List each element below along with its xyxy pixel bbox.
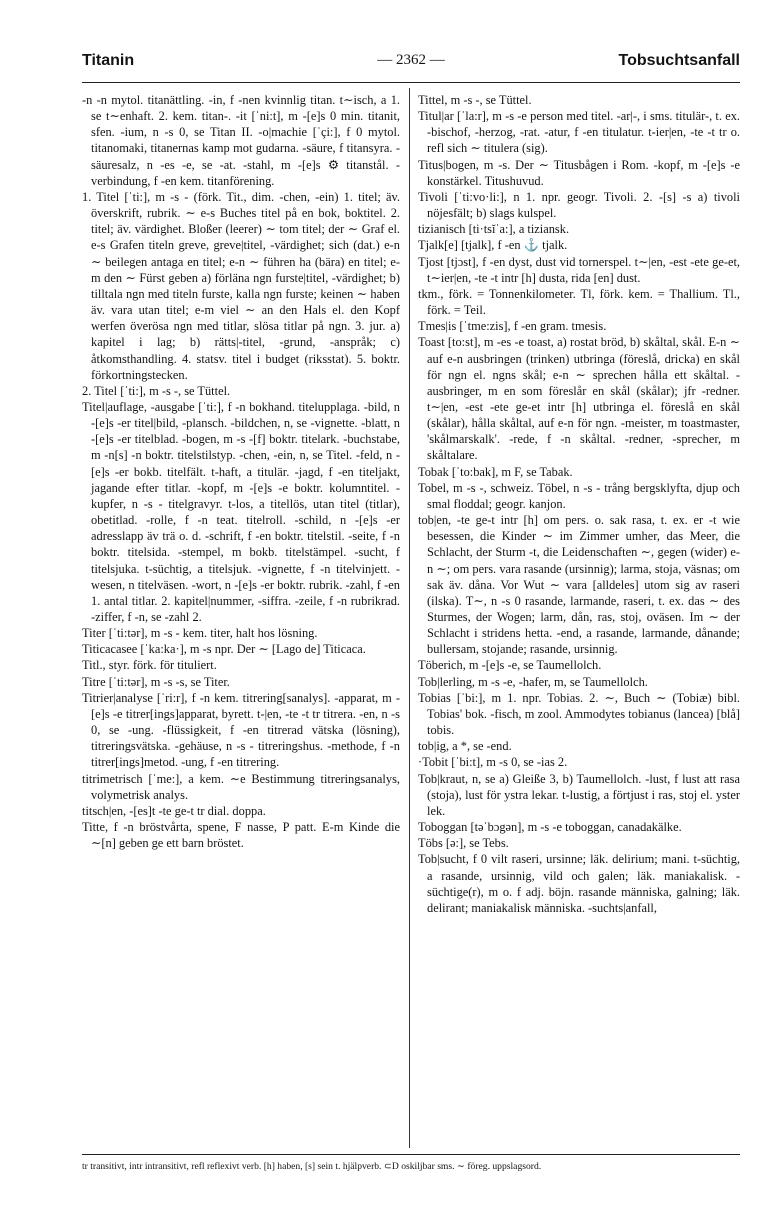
header-rule (82, 82, 740, 83)
entry-titschen: titsch|en, -[es]t -te ge-t tr dial. doppa. (82, 803, 266, 818)
entry-toben: tob|en, -te ge-t intr [h] om pers. o. sak rasa, t. ex. er -t wie besessen, die Kinder ∼ im Zimmer umher, das Meer, die Schlacht, der Sturm -t, die Leidenschaften ∼, gegen (wider) e-n ∼; om pers. vara rasande (ursinnig); larma, stoja, väsnas; om sak äv. dåna. Vor Wut ∼ vara [alldeles] utom sig av raseri (ilska). T∼, n -s 0 rasande, larmande, raseri, t. ex. das ∼ des Sturmes, der Wogen; larm, dån, ras, stoj, oväsen. Im ∼ der Schlacht i stridens hetta. -end, a rasande, larmande, dånande; bullersam, stojande; rasande, ursinnig. (418, 513, 740, 657)
entry-tizianisch: tizianisch [ti·tsĭˈa:], a tiziansk. (418, 222, 570, 237)
entry-toboggan: Toboggan [təˈbɔgən], m -s -e toboggan, canadakälke. (418, 820, 682, 835)
entry-tivoli: Tivoli [ˈti:vo·li:], n 1. npr. geogr. Tivoli. 2. -[s] -s a) tivoli nöjesfält; b) slags kulspel. (418, 189, 740, 221)
left-running-headword: Titanin (82, 52, 135, 69)
entry-titicacasee: Titicacasee [ˈka:ka·], m -s npr. Der ∼ [Lago de] Titicaca. (82, 642, 366, 657)
entry-titelauflage: Titel|auflage, -ausgabe [ˈti:], f -n bokhand. titelupplaga. -bild, n -[e]s -er titel|bild, -plansch. -bildchen, n, se -vignette. -blatt, n -[e]s -er titelblad. -bogen, m -s -[f] boktr. titelark. -buchstabe, m -n[s] -n boktr. titelstilstyp. -chen, -ein, n, se Titel. -feld, n -[e]s -er bokb. titelfält. t-haft, a titulär. -jagd, f -en titeljakt, jagande efter titlar. -kopf, m -[e]s -e boktr. kolumntitel. -kupfer, n -s - titelgravyr. t-los, a titellös, utan titel (titlar), obetitlad. -rolle, f -n teat. titelroll. -schild, n -[e]s -er adresslapp äv trä o. d. -schrift, f -en boktr. titelstil. -seite, f -n boktr. titelsida. -stempel, m bokb. titelstämpel. -sucht, f titelsjuka. t-süchtig, a titelsjuk. -vignette, f -n titelvinjett. -wesen, n titelväsen. -wort, n -[e]s -er boktr. rubrik. -zahl, f -en 1. antal titlar. 2. kapitel|nummer, -siffra. -zeile, f -n rubrikrad. -ziffer, f -n, se -zahl 2. (82, 399, 400, 624)
entry-tobel: Tobel, m -s -, schweiz. Töbel, n -s - trång bergsklyfta, djup och smal floddal; geogr. kanjon. (418, 480, 740, 511)
page-header (82, 52, 740, 78)
entry-titte: Titte, f -n bröstvårta, spene, F nasse, P patt. E-m Kinde die ∼[n] geben ge ett barn bröstet. (82, 820, 400, 851)
entry-titre: Titre [ˈti:tər], m -s -s, se Titer. (82, 674, 230, 689)
entry-titer: Titer [ˈti:tər], m -s - kem. titer, halt hos lösning. (82, 626, 318, 641)
entry-tkm: tkm., förk. = Tonnenkilometer. Tl, förk. kem. = Thallium. Tl., förk. = Teil. (418, 286, 740, 318)
entry-tobsucht: Tob|sucht, f 0 vilt raseri, ursinne; läk. delirium; mani. t-süchtig, a rasande, ursinnig, vild och galen; läk. maniakalisk. -süchtige(r), m o. f adj. böjn. rasande människa, galning; läk. delirant; maniakalisk människa. -suchts|anfall, (418, 852, 740, 915)
column-divider (409, 88, 410, 1148)
entry-titusbogen: Titus|bogen, m -s. Der ∼ Titusbågen i Rom. -kopf, m -[e]s -e konstärkel. Titushuvud. (418, 157, 740, 188)
entry-titl: Titl., styr. förk. för tituliert. (82, 658, 217, 673)
footer-rule (82, 1154, 740, 1155)
entry-tobkraut: Tob|kraut, n, se a) Gleiße 3, b) Taumellolch. -lust, f lust att rasa (stoja), lust för ystra lekar. t-lustig, a förtjust i ras, stoj el. yster lek. (418, 771, 740, 818)
entry-titanin: -n -n mytol. titanättling. -in, f -nen kvinnlig titan. t∼isch, a 1. se t∼enhaft. 2. kem. titan-. -it [ˈni:t], m -[e]s 0 min. titanit, sfen. -ium, n -s 0, se Titan II. -o|machie [ˈçi:], f 0 mytol. titanomaki, titanernas kamp mot gudarna. -säure, f titansyra. -säuresalz, n -es -e, se -at. -stahl, m -[e]s ⚙ titanstål. -verbindung, f -en kem. titanförening. (82, 93, 400, 188)
entry-titular: Titul|ar [ˈla:r], m -s -e person med titel. -ar|-, i sms. titulär-, t. ex. -bischof, -herzog, -rat. -atur, f -en titulatur. t-ier|en, -te -t tr o. refl sich ∼ titulera (sig). (418, 109, 740, 156)
page-number: — 2362 — (377, 52, 445, 68)
entry-tobs: Töbs [ə:], se Tebs. (418, 836, 509, 851)
entry-titrieranalyse: Titrier|analyse [ˈri:r], f -n kem. titrering[sanalys]. -apparat, m -[e]s -e titrer[ings]apparat, byrett. t-|en, -te -t tr titrera. -en, n -s 0, se -ung. -flüssigkeit, f -en titrerad vätska (lösning), titreringsvätska. -gehäuse, n -s - titreringshus. -methode, f -n titrer[ings]metod. -ung, f -en titrering. (82, 690, 400, 770)
entry-tittel: Tittel, m -s -, se Tüttel. (418, 93, 532, 107)
entry-tmesis: Tmes|is [ˈtme:zis], f -en gram. tmesis. (418, 319, 607, 334)
entry-tjost: Tjost [tjɔst], f -en dyst, dust vid tornerspel. t∼|en, -est -ete ge-et, t∼ier|en, -te -t intr [h] dusta, rida [en] dust. (418, 254, 740, 285)
entry-titel-1: 1. Titel [ˈti:], m -s - (förk. Tit., dim. -chen, -ein) 1. titel; äv. överskrift, rubrik. ∼ e-s Buches titel på en bok, boktitel. 2. titel; äv. värdighet. Bloßer (leerer) ∼ tom titel; der ∼ Graf el. e-s Grafen titeln greve, greve|titel, -värdighet; sich (dat.) e-n ∼ beilegen antaga en titel; e-n ∼ führen ha (bära) en titel; e-m den ∼ Fürst geben a) förläna ngn furste|titel, -värdighet; b) tilltala ngn med titeln furste, kalla ngn furste; keinen ∼ haben äv. vara utan titel; e-m viel ∼ an den Hals el. den Kopf werfen överösa ngn med titlar, slösa titlar på ngn. 3. jur. a) kapitel i lag; b) rätts|-titel, -grund, -anspråk; c) åtkomsthandling. 4. statsv. titel i budget (riksstat). 5. boktr. förkortningstecken. (82, 189, 400, 382)
entry-titrimetrisch: titrimetrisch [ˈme:], a kem. ∼e Bestimmung titreringsanalys, volymetrisk analys. (82, 771, 400, 802)
abbreviation-legend: tr transitivt, intr intransitivt, refl reflexivt verb. [h] haben, [s] sein t. hjälpverb. ⊂D oskiljbar sms. ∼ föreg. uppslagsord. (82, 1161, 542, 1172)
entry-tjalk: Tjalk[e] [tjalk], f -en ⚓ tjalk. (418, 238, 568, 253)
entry-tobias: Tobias [ˈbi:], m 1. npr. Tobias. 2. ∼, Buch ∼ (Tobiæ) bibl. Tobias' bok. -fisch, m zool. Ammodytes tobianus (lancea) [blå] tobis. (418, 690, 740, 738)
right-column (418, 92, 740, 916)
right-running-headword: Tobsuchtsanfall (618, 52, 740, 69)
left-column (82, 92, 400, 851)
entry-tobak: Tobak [ˈto:bak], m F, se Tabak. (418, 464, 573, 479)
entry-toast: Toast [to:st], m -es -e toast, a) rostat bröd, b) skåltal, skål. E-n ∼ auf e-n ausbringen (trinken) utbringa (föreslå, dricka) en skål för ngn el. ngns skål; e-n ∼ sprechen hålla ett skåltal. -ausbringer, m en som föreslår en skål (skålar); jfr -redner. t∼|en, -est -ete ge-et intr [h] utbringa el. föreslå en skål (skålar), hålla skåltal, auf e-n för ngn. -meister, m toastmaster, 'skålmarskalk'. -rede, f -n skåltal. -redner, -sprecher, m skåltalare. (418, 335, 740, 463)
entry-tobig: tob|ig, a *, se -end. (418, 739, 512, 754)
entry-tobit: ·Tobit [ˈbi:t], m -s 0, se -ias 2. (418, 755, 568, 770)
entry-toblerling: Tob|lerling, m -s -e, -hafer, m, se Taumellolch. (418, 674, 648, 689)
entry-toberich: Töberich, m -[e]s -e, se Taumellolch. (418, 658, 602, 673)
entry-titel-2: 2. Titel [ˈti:], m -s -, se Tüttel. (82, 383, 231, 398)
